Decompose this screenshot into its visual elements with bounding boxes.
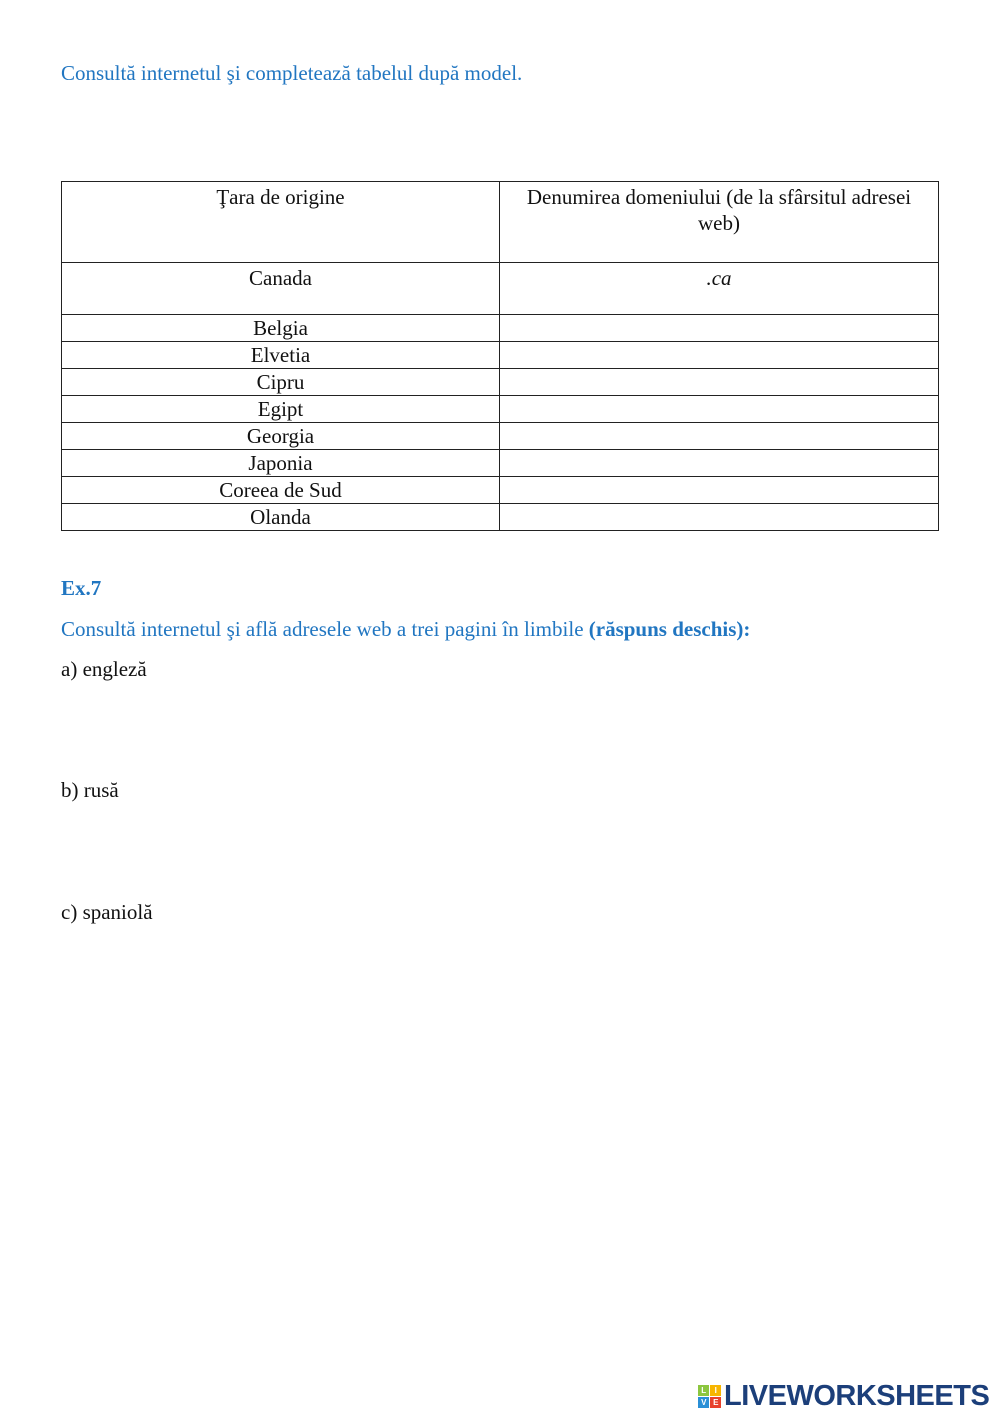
domain-table	[61, 181, 939, 531]
table-row	[62, 396, 939, 423]
logo-letter-tile: E	[710, 1397, 721, 1408]
country-cell: Georgia	[62, 423, 500, 450]
domain-answer-field[interactable]	[500, 315, 939, 342]
logo-letter-tile: V	[698, 1397, 709, 1408]
country-cell: Coreea de Sud	[62, 477, 500, 504]
table-row	[62, 504, 939, 531]
logo-letter-tile: I	[710, 1385, 721, 1396]
country-cell: Japonia	[62, 450, 500, 477]
exercise-instruction	[61, 617, 750, 642]
instruction-text: Consultă internetul şi află adresele web a trei pagini în limbile	[61, 617, 589, 641]
table-row	[62, 342, 939, 369]
liveworksheets-logo	[698, 1380, 989, 1413]
item-russian: b) rusă	[61, 778, 119, 802]
domain-answer-field[interactable]	[500, 423, 939, 450]
domain-answer-field[interactable]	[500, 450, 939, 477]
table-row	[62, 315, 939, 342]
country-cell: Egipt	[62, 396, 500, 423]
header-country: Ţara de origine	[62, 182, 500, 263]
table-row-example	[62, 263, 939, 315]
domain-answer-field[interactable]	[500, 396, 939, 423]
item-english: a) engleză	[61, 657, 147, 681]
exercise-title: Ex.7	[61, 576, 102, 600]
country-cell: Elvetia	[62, 342, 500, 369]
table-header-row	[62, 182, 939, 263]
domain-answer-field[interactable]	[500, 342, 939, 369]
domain-answer-field[interactable]	[500, 504, 939, 531]
country-cell: Canada	[62, 263, 500, 315]
item-spanish: c) spaniolă	[61, 900, 153, 924]
country-cell: Belgia	[62, 315, 500, 342]
instruction-bold: (răspuns deschis):	[588, 617, 751, 641]
logo-icon	[698, 1385, 721, 1408]
logo-letter-tile: L	[698, 1385, 709, 1396]
logo-text: LIVEWORKSHEETS	[724, 1380, 990, 1412]
table-row	[62, 423, 939, 450]
table-row	[62, 477, 939, 504]
domain-answer-field[interactable]	[500, 369, 939, 396]
domain-cell: .ca	[500, 263, 939, 315]
table-row	[62, 369, 939, 396]
instruction-text: Consultă internetul şi completează tabelul după model.	[61, 61, 523, 85]
country-cell: Cipru	[62, 369, 500, 396]
domain-answer-field[interactable]	[500, 477, 939, 504]
header-domain: Denumirea domeniului (de la sfârsitul adresei web)	[500, 182, 939, 263]
country-cell: Olanda	[62, 504, 500, 531]
table-row	[62, 450, 939, 477]
